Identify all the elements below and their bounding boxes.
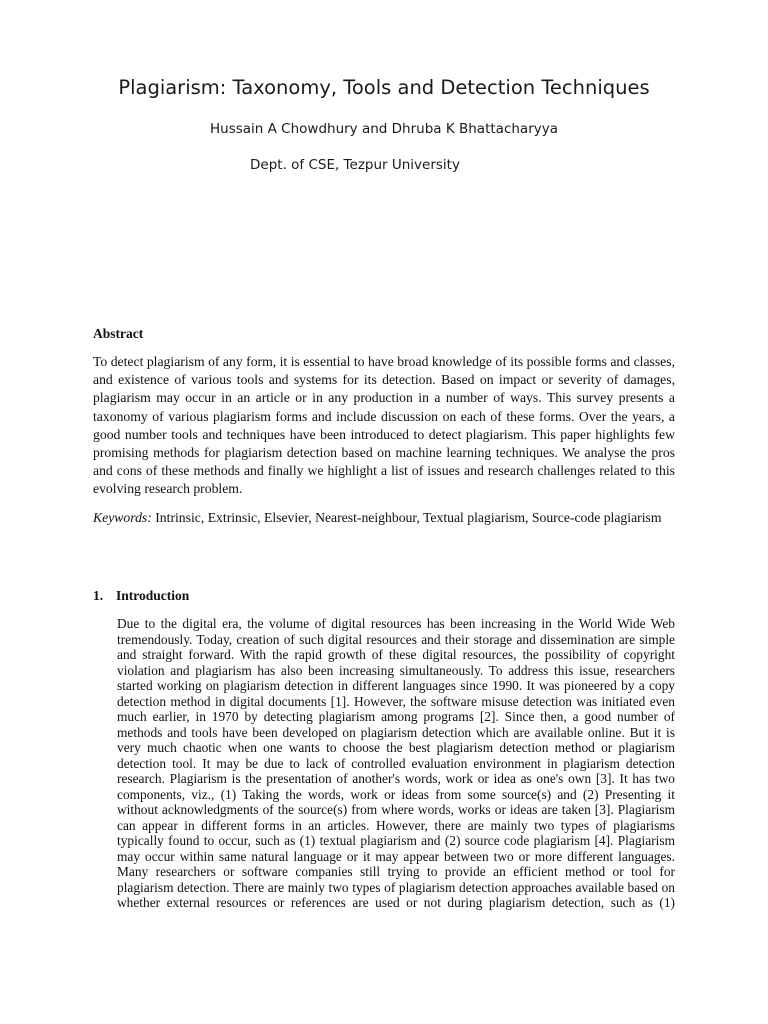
paper-title: Plagiarism: Taxonomy, Tools and Detection Techniques [118,76,650,99]
keywords-label: Keywords: [93,510,152,525]
paper-authors: Hussain A Chowdhury and Dhruba K Bhattacharyya [210,121,558,137]
section-title: Introduction [116,588,190,603]
abstract-heading: Abstract [93,326,144,341]
keywords-text: Intrinsic, Extrinsic, Elsevier, Nearest-neighbour, Textual plagiarism, Source-code plagiarism [155,510,662,525]
introduction-body: Due to the digital era, the volume of digital resources has been increasing in the World Wide Web tremendously. Today, creation of such digital resources and their storage and dissemination are simple and straight forward. With the rapid growth of these digital resources, the possibility of copyright violation and plagiarism has also been increasing simultaneously. To address this issue, researchers started working on plagiarism detection in different languages since 1990. It was pioneered by a copy detection method in digital documents [1]. However, the software misuse detection was initiated even much earlier, in 1970 by detecting plagiarism among programs [2]. Since then, a good number of methods and tools have been developed on plagiarism detection which are available online. But it is very much chaotic when one wants to choose the best plagiarism detection method or plagiarism detection tool. It may be due to lack of controlled evaluation environment in plagiarism detection research. Plagiarism is the presentation of another's words, work or idea as one's own [3]. It has two components, viz., (1) Taking the words, work or ideas from some source(s) and (2) Presenting it without acknowledgments of the source(s) from where words, works or ideas are taken [3]. Plagiarism can appear in different forms in an articles. However, there are mainly two types of plagiarisms typically found to occur, such as (1) textual plagiarism and (2) source code plagiarism [4]. Plagiarism may occur within same natural language or it may appear between two or more different languages. Many researchers or software companies still trying to provide an efficient method or tool for plagiarism detection. There are mainly two types of plagiarism detection approaches available based on whether external resources or references are used or not during plagiarism detection, such as (1) [117,616,675,910]
keywords [93,509,675,527]
section-heading-introduction [93,588,189,604]
abstract-body: To detect plagiarism of any form, it is essential to have broad knowledge of its possible forms and classes, and existence of various tools and systems for its detection. Based on impact or severity of damages, plagiarism may occur in an article or in any production in a number of ways. This survey presents a taxonomy of various plagiarism forms and include discussion on each of these forms. Over the years, a good number tools and techniques have been introduced to detect plagiarism. This paper highlights few promising methods for plagiarism detection based on machine learning techniques. We analyse the pros and cons of these methods and finally we highlight a list of issues and research challenges related to this evolving research problem. [93,354,675,497]
section-number: 1. [93,588,104,603]
paper-affiliation: Dept. of CSE, Tezpur University [250,157,460,173]
